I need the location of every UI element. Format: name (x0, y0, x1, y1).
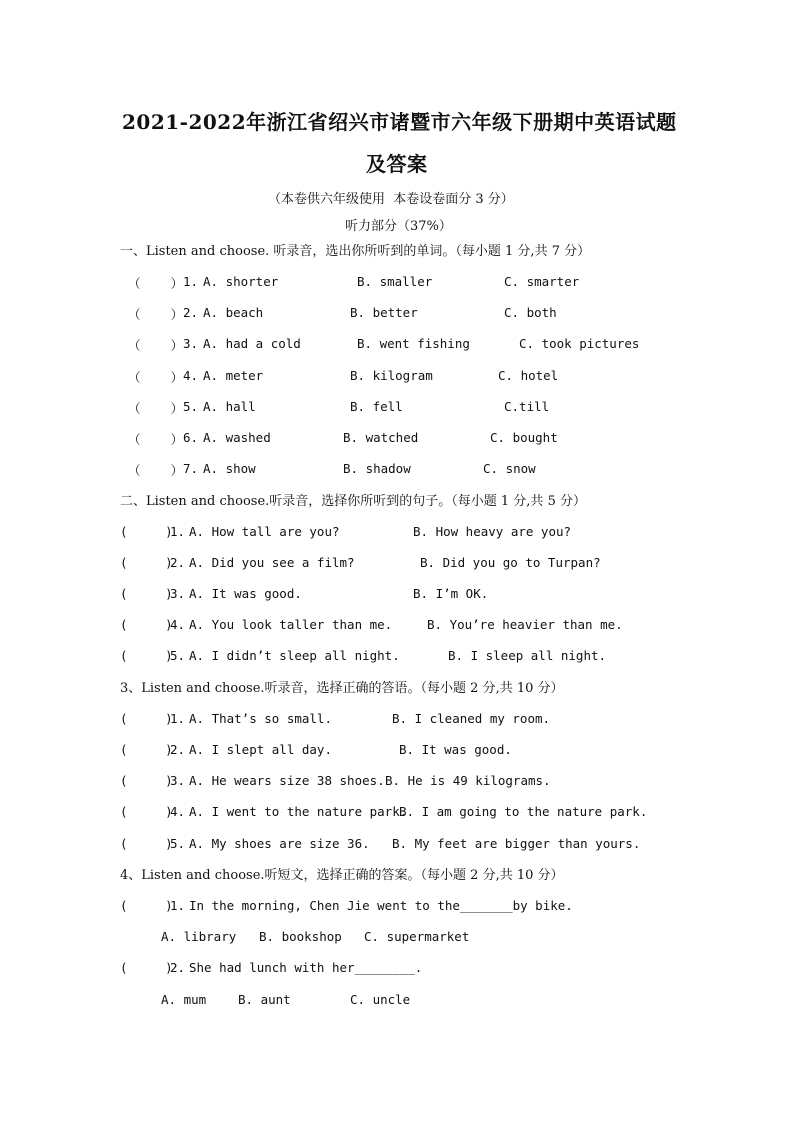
option-a: A. I didn’t sleep all night. (189, 648, 400, 663)
option-c: C. supermarket (364, 929, 470, 944)
question-number: 4. (170, 804, 186, 819)
option-c: C.till (504, 399, 550, 414)
answer-bracket: ( ) (120, 898, 173, 913)
question-number: 3. (183, 336, 199, 351)
question-number: 5. (170, 836, 186, 851)
answer-bracket: ( ) (120, 617, 173, 632)
answer-bracket: （ ） (128, 307, 184, 322)
option-b: B. bookshop (259, 929, 342, 944)
option-a: A. How tall are you? (189, 524, 340, 539)
question-text: She had lunch with her________. (189, 960, 423, 975)
option-a: A. washed (203, 430, 271, 445)
option-a: A. That’s so small. (189, 711, 332, 726)
question-number: 4. (183, 368, 199, 383)
answer-bracket: （ ） (128, 338, 184, 353)
answer-bracket: ( ) (120, 524, 173, 539)
answer-bracket: ( ) (120, 773, 173, 788)
option-a: A. My shoes are size 36. (189, 836, 370, 851)
option-a: A. hall (203, 399, 256, 414)
part-title: 听力部分（37%） (345, 219, 452, 234)
question-number: 7. (183, 461, 199, 476)
option-b: B. You’re heavier than me. (427, 617, 623, 632)
option-c: C. hotel (498, 368, 559, 383)
answer-bracket: ( ) (120, 711, 173, 726)
section-heading-2: 二、Listen and choose.听录音，选择你所听到的句子。（每小题 1 分,共 5 分） (120, 494, 586, 509)
question-text: In the morning, Chen Jie went to the_______by bike. (189, 898, 573, 913)
option-a: A. Did you see a film? (189, 555, 355, 570)
page-title-line2: 及答案 (366, 152, 428, 176)
answer-bracket: ( ) (120, 555, 173, 570)
answer-bracket: （ ） (128, 276, 184, 291)
option-a: A. It was good. (189, 586, 302, 601)
answer-bracket: ( ) (120, 648, 173, 663)
option-c: C. snow (483, 461, 536, 476)
subtitle: （本卷供六年级使用 本卷设卷面分 3 分） (268, 192, 514, 207)
option-b: B. watched (343, 430, 419, 445)
page-title: 2021-2022年浙江省绍兴市诸暨市六年级下册期中英语试题 (122, 110, 677, 134)
option-b: B. went fishing (357, 336, 470, 351)
section-heading-4: 4、Listen and choose.听短文，选择正确的答案。（每小题 2 分,共 10 分） (120, 868, 564, 883)
section-heading-1: 一、Listen and choose. 听录音，选出你所听到的单词。（每小题 1 分,共 7 分） (120, 244, 591, 259)
section-heading-3: 3、Listen and choose.听录音，选择正确的答语。（每小题 2 分,共 10 分） (120, 681, 564, 696)
option-a: A. I went to the nature park. (189, 804, 408, 819)
option-b: B. I’m OK. (413, 586, 489, 601)
option-c: C. took pictures (519, 336, 640, 351)
question-number: 5. (170, 648, 186, 663)
option-b: B. It was good. (399, 742, 512, 757)
option-a: A. mum (161, 992, 207, 1007)
option-c: C. smarter (504, 274, 580, 289)
question-number: 6. (183, 430, 199, 445)
option-a: A. show (203, 461, 256, 476)
option-a: A. library (161, 929, 237, 944)
answer-bracket: ( ) (120, 586, 173, 601)
question-number: 1. (170, 898, 186, 913)
option-a: A. I slept all day. (189, 742, 332, 757)
option-a: A. You look taller than me. (189, 617, 393, 632)
question-number: 2. (170, 960, 186, 975)
option-a: A. beach (203, 305, 264, 320)
answer-bracket: ( ) (120, 960, 173, 975)
option-b: B. He is 49 kilograms. (385, 773, 551, 788)
option-a: A. shorter (203, 274, 279, 289)
option-b: B. aunt (238, 992, 291, 1007)
option-b: B. I sleep all night. (448, 648, 607, 663)
question-number: 1. (183, 274, 199, 289)
question-number: 2. (170, 742, 186, 757)
question-number: 2. (183, 305, 199, 320)
question-number: 2. (170, 555, 186, 570)
answer-bracket: ( ) (120, 836, 173, 851)
option-b: B. Did you go to Turpan? (420, 555, 601, 570)
option-a: A. had a cold (203, 336, 301, 351)
option-c: C. both (504, 305, 557, 320)
option-b: B. My feet are bigger than yours. (392, 836, 641, 851)
question-number: 4. (170, 617, 186, 632)
option-c: C. uncle (350, 992, 411, 1007)
question-number: 1. (170, 711, 186, 726)
option-b: B. I am going to the nature park. (399, 804, 648, 819)
option-a: A. meter (203, 368, 264, 383)
answer-bracket: （ ） (128, 370, 184, 385)
option-b: B. smaller (357, 274, 433, 289)
answer-bracket: （ ） (128, 432, 184, 447)
question-number: 3. (170, 586, 186, 601)
question-number: 5. (183, 399, 199, 414)
option-b: B. kilogram (350, 368, 433, 383)
option-b: B. How heavy are you? (413, 524, 572, 539)
answer-bracket: ( ) (120, 742, 173, 757)
option-b: B. shadow (343, 461, 411, 476)
option-b: B. better (350, 305, 418, 320)
question-number: 3. (170, 773, 186, 788)
question-number: 1. (170, 524, 186, 539)
answer-bracket: （ ） (128, 401, 184, 416)
answer-bracket: ( ) (120, 804, 173, 819)
answer-bracket: （ ） (128, 463, 184, 478)
option-b: B. fell (350, 399, 403, 414)
option-a: A. He wears size 38 shoes. (189, 773, 385, 788)
option-c: C. bought (490, 430, 558, 445)
option-b: B. I cleaned my room. (392, 711, 551, 726)
